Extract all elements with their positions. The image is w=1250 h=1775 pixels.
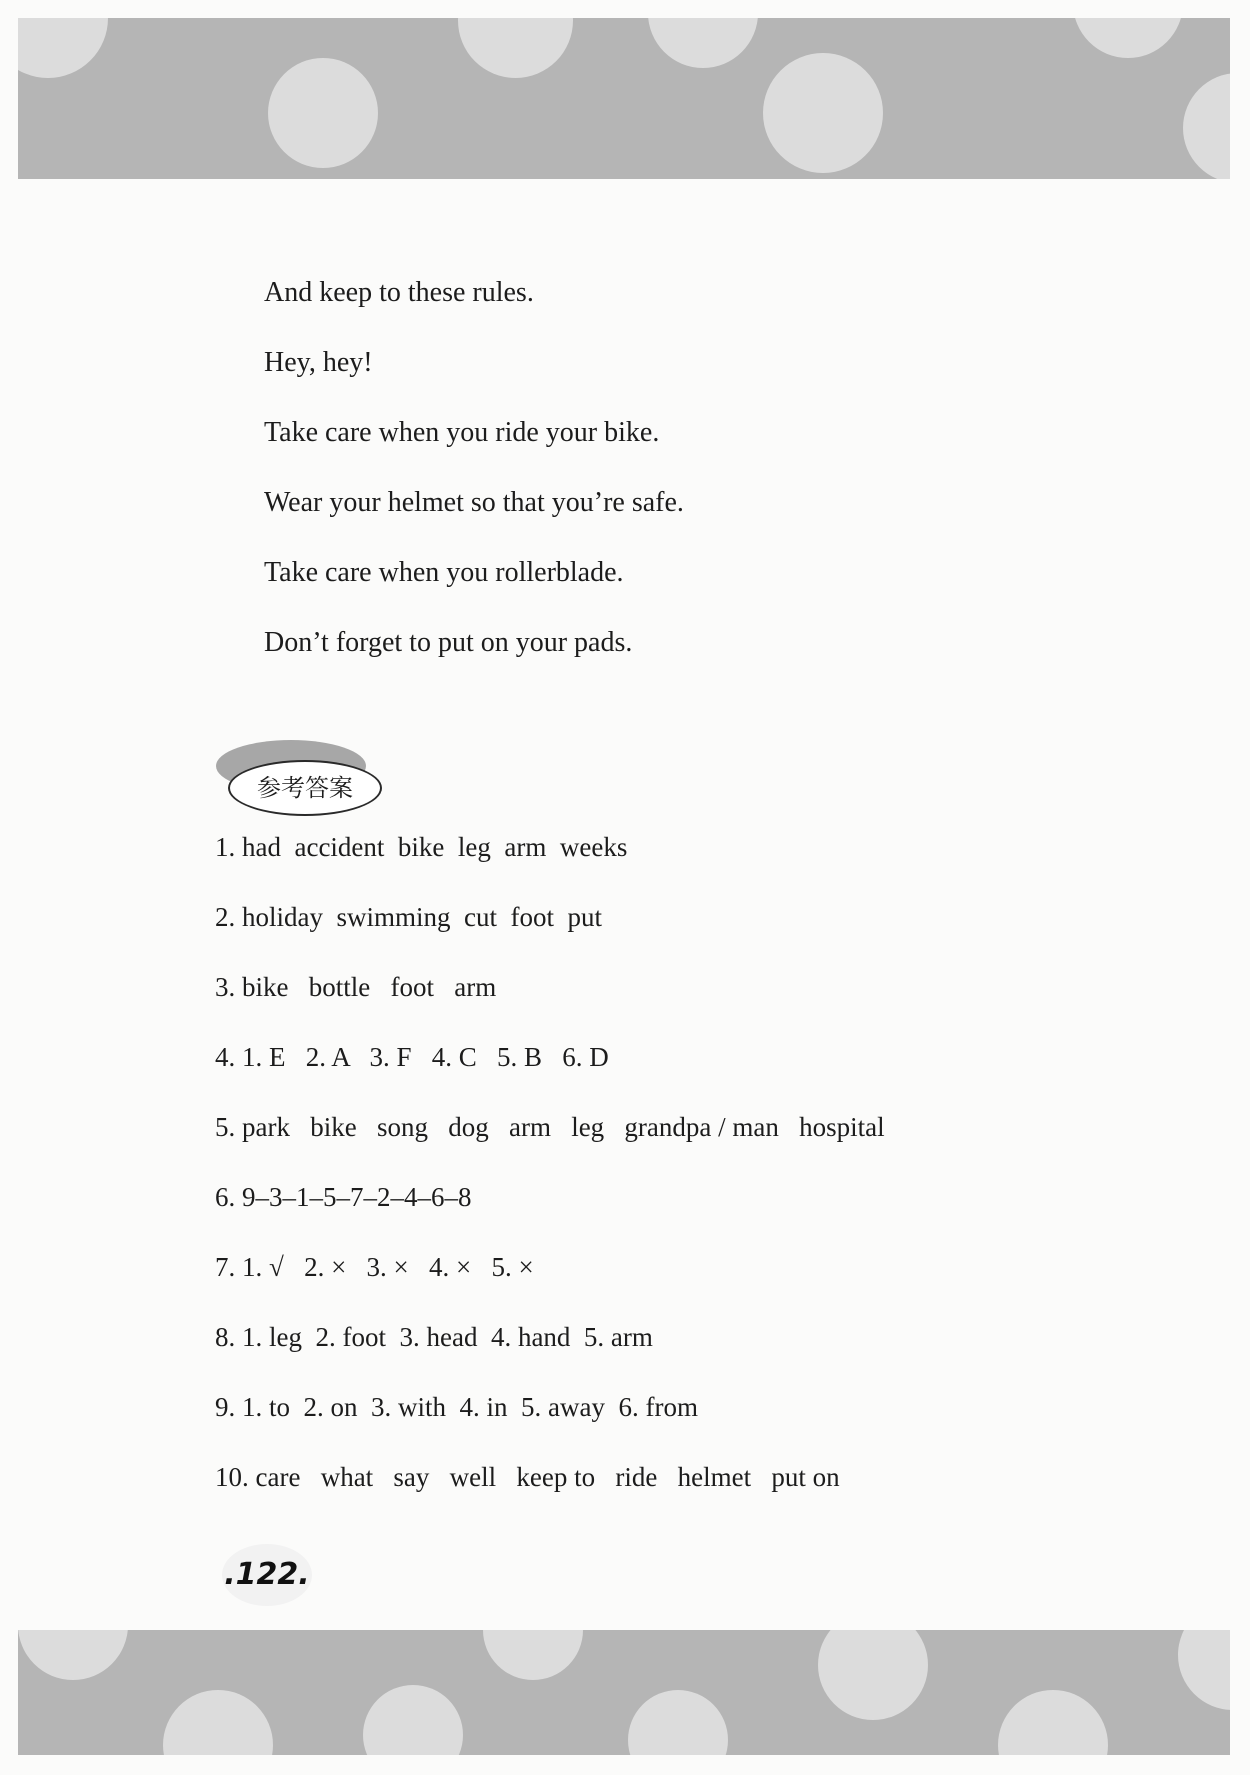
answer-key-list bbox=[215, 826, 885, 1526]
decorative-dot bbox=[483, 1630, 583, 1680]
poem-text bbox=[264, 272, 684, 692]
page-number: .122. bbox=[222, 1544, 312, 1606]
decorative-dot bbox=[1178, 1630, 1230, 1710]
decorative-dot bbox=[458, 18, 573, 78]
decorative-dot bbox=[628, 1690, 728, 1755]
answer-item: 10. care what say well keep to ride helmet put on bbox=[215, 1462, 840, 1492]
decorative-dot bbox=[763, 53, 883, 173]
poem-line: Take care when you ride your bike. bbox=[264, 417, 660, 448]
poem-line: Don’t forget to put on your pads. bbox=[264, 627, 633, 658]
decorative-dot bbox=[1073, 18, 1183, 58]
decorative-dot bbox=[363, 1685, 463, 1755]
poem-line: Wear your helmet so that you’re safe. bbox=[264, 487, 684, 518]
answer-item: 5. park bike song dog arm leg grandpa / man hospital bbox=[215, 1112, 885, 1142]
decorative-dot bbox=[998, 1690, 1108, 1755]
poem-line: Take care when you rollerblade. bbox=[264, 557, 624, 588]
answer-key-heading: 参考答案 bbox=[228, 760, 382, 816]
answer-item: 3. bike bottle foot arm bbox=[215, 972, 497, 1002]
answer-item: 9. 1. to 2. on 3. with 4. in 5. away 6. from bbox=[215, 1392, 698, 1422]
answer-item: 7. 1. √ 2. × 3. × 4. × 5. × bbox=[215, 1252, 534, 1282]
decorative-dot bbox=[818, 1630, 928, 1720]
decorative-dot bbox=[1183, 73, 1230, 179]
answer-item: 8. 1. leg 2. foot 3. head 4. hand 5. arm bbox=[215, 1322, 653, 1352]
answer-item: 4. 1. E 2. A 3. F 4. C 5. B 6. D bbox=[215, 1042, 609, 1072]
decorative-dot bbox=[18, 18, 108, 78]
decorative-dot bbox=[268, 58, 378, 168]
answer-item: 2. holiday swimming cut foot put bbox=[215, 902, 602, 932]
decorative-dot bbox=[648, 18, 758, 68]
answer-item: 6. 9–3–1–5–7–2–4–6–8 bbox=[215, 1182, 472, 1212]
poem-line: Hey, hey! bbox=[264, 347, 373, 378]
answer-item: 1. had accident bike leg arm weeks bbox=[215, 832, 628, 862]
decorative-dot bbox=[18, 1630, 128, 1680]
poem-line: And keep to these rules. bbox=[264, 277, 534, 308]
decorative-dot bbox=[163, 1690, 273, 1755]
footer-dot-band bbox=[18, 1630, 1230, 1755]
header-dot-band bbox=[18, 18, 1230, 179]
